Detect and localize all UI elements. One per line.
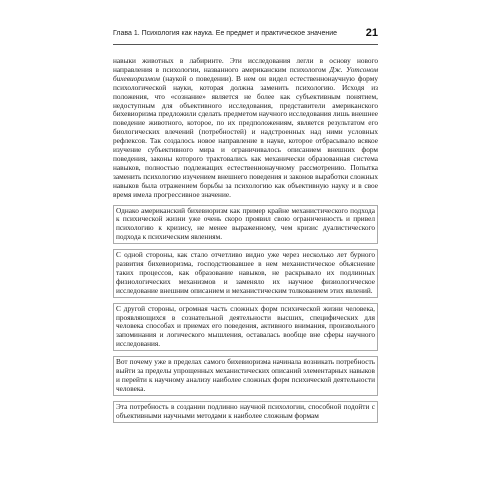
paragraph-need-analysis: Вот почему уже в пределах самого бихевиоризма начинала возникать потребность выйти за пределы упрощенных механистических описаний элементарных навыков и перейти к научному анализу наиболее сложных форм психической деятельности человека.	[113, 356, 378, 396]
running-header	[113, 26, 378, 45]
paragraph-behaviorism-crisis: Однако американский бихевиоризм как пример крайне механистического подхода к психической жизни уже очень скоро проявил свою ограниченность и привел психологию к кризису, не менее выраженному, чем кризис дуалистического подхода к психическим явлениям.	[113, 205, 378, 245]
chapter-title: Глава 1. Психология как наука. Ее предмет и практическое значение	[113, 30, 338, 37]
paragraph-one-side: С одной стороны, как стало отчетливо видно уже через несколько лет бурного развития бихевиоризма, господствовавшее в нем механистическое объяснение таких процессов, как образование навыков, не раскрывало их подлинных физиологических механизмов и заменяло их научное физиологическое исследование внешним описанием и механистическим толкованием этих явлений.	[113, 249, 378, 298]
body-text	[113, 57, 378, 423]
page-number: 21	[365, 27, 378, 39]
paragraph-text: (наукой о поведении). В нем он видел естественнонаучную форму психологической науки, которая должна заменить психологию. Исходя из положения, что «сознание» является не более как субъективным понятием, недоступным для объективного исследования, представители американского бихевиоризма предложили сделать предметом научного исследования лишь внешнее поведение животного, которое, по их предположениям, является результатом его биологических влечений (потребностей) и надстроенных над ними условных рефлексов. Так создалось новое направление в науке, которое отбрасывало всякое изучение субъективного мира и ограничивалось описанием внешних форм поведения, законы которого трактовались как механически образованная система навыков, полностью подлежащих естественнонаучному рассмотрению. Попытка заменить психологию изучением внешнего поведения и законов выработки сложных навыков была отражением борьбы за психологию как объективную науку и в свое время имела прогрессивное значение.	[113, 73, 378, 199]
paragraph-behaviorism-intro	[113, 57, 378, 200]
paragraph-text: навыки животных в лабиринте. Эти исследования легли в основу нового направления в психологии, названного американским психологом	[113, 56, 378, 74]
paragraph-other-side: С другой стороны, огромная часть сложных форм психической жизни человека, проявляющихся в сознательной деятельности высших, специфических для человека способах и приемах его поведения, активного внимания, произвольного запоминания и логического мышления, оставалась вообще вне сферы научного исследования.	[113, 303, 378, 352]
paragraph-scientific-psychology: Эта потребность в создании подлинно научной психологии, способной подойти с объективными научными методами к наиболее сложным формам	[113, 401, 378, 423]
emphasis-text: Дж. Уотсоном бихевиоризмом	[113, 64, 378, 83]
